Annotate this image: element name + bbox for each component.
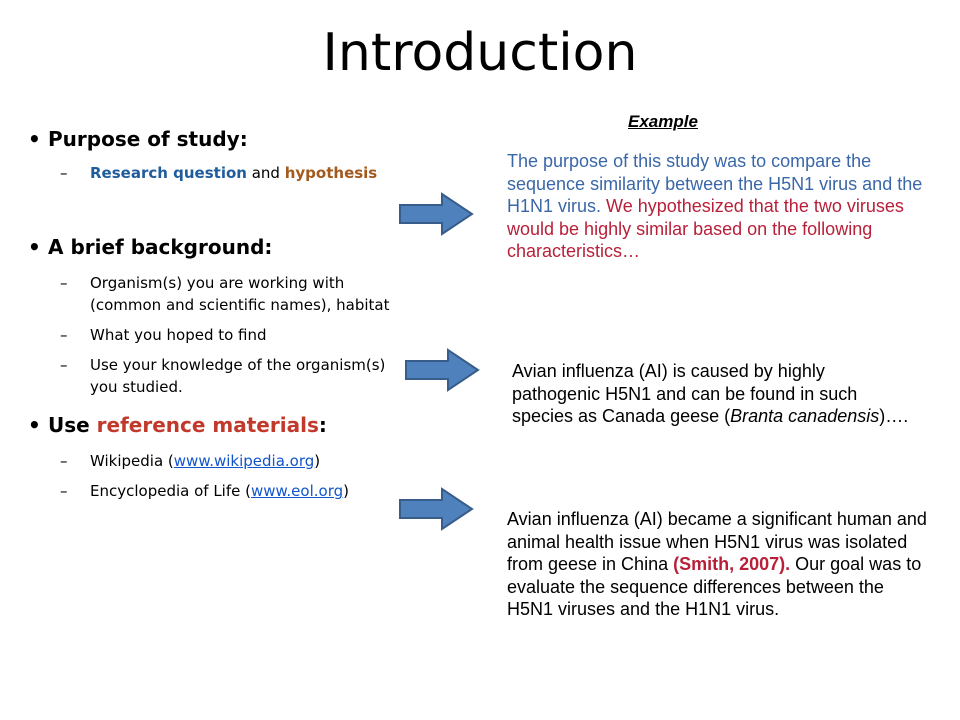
dash: –	[60, 356, 68, 374]
sub-organism	[28, 272, 408, 316]
dash: –	[60, 274, 68, 292]
eol-link[interactable]: www.eol.org	[250, 482, 344, 500]
bullet-purpose	[28, 126, 408, 152]
sub-eol	[28, 480, 408, 502]
references-heading-a: Use	[48, 413, 97, 437]
sub-organism-text: Organism(s) you are working with (common and scientific names), habitat	[90, 274, 390, 314]
wikipedia-link[interactable]: www.wikipedia.org	[173, 452, 315, 470]
eol-close: )	[343, 482, 349, 500]
references-heading-b: reference materials	[96, 413, 319, 437]
example-label: Example	[628, 112, 698, 131]
example-background-paragraph	[512, 360, 912, 428]
sub-hoped-text: What you hoped to find	[90, 326, 267, 344]
purpose-heading: Purpose of study:	[48, 127, 248, 151]
background-heading: A brief background:	[48, 235, 273, 259]
sub-research-question	[28, 162, 408, 184]
reference-text-a: Avian influenza (AI) became a significant human and animal health issue when H5N1 virus was isolated from geese in China	[507, 509, 927, 574]
right-arrow-icon	[398, 192, 474, 236]
left-column	[28, 126, 408, 502]
scientific-name: Branta canadensis	[730, 406, 880, 426]
references-heading-c: :	[318, 413, 327, 437]
right-arrow-icon	[398, 487, 474, 531]
dash: –	[60, 452, 68, 470]
sub-knowledge-text: Use your knowledge of the organism(s) you studied.	[90, 356, 386, 396]
example-purpose-paragraph	[507, 150, 952, 263]
dash: –	[60, 326, 68, 344]
dash: –	[60, 482, 68, 500]
sub-wikipedia	[28, 450, 408, 472]
reference-text-b: Our goal was to evaluate the sequence differences between the H5N1 viruses and the H1N1 virus.	[507, 554, 922, 619]
slide-title: Introduction	[322, 23, 638, 83]
right-arrow-icon	[404, 348, 480, 392]
purpose-blue-text: The purpose of this study was to compare the sequence similarity between the H5N1 virus and the H1N1 virus.	[507, 151, 923, 216]
hypothesis-text: hypothesis	[284, 164, 378, 182]
bullet-dot: •	[28, 235, 41, 259]
bullet-dot: •	[28, 413, 41, 437]
bullet-background	[28, 234, 408, 260]
citation: (Smith, 2007).	[673, 554, 791, 574]
wiki-close: )	[314, 452, 321, 470]
background-text-a: Avian influenza (AI) is caused by highly pathogenic H5N1 and can be found in such species as Canada geese (	[512, 361, 858, 426]
bullet-references	[28, 412, 408, 438]
hypothesis-red-text: We hypothesized that the two viruses would be highly similar based on the following characteristics…	[507, 196, 904, 261]
bullet-dot: •	[28, 127, 41, 151]
example-reference-paragraph	[507, 508, 927, 621]
and-text: and	[246, 164, 285, 182]
eol-label: Encyclopedia of Life (	[90, 482, 251, 500]
background-text-b: )….	[879, 406, 909, 426]
research-question-text: Research question	[90, 164, 247, 182]
wiki-label: Wikipedia (	[90, 452, 174, 470]
dash: –	[60, 164, 68, 182]
sub-hoped	[28, 324, 408, 346]
sub-knowledge	[28, 354, 408, 398]
